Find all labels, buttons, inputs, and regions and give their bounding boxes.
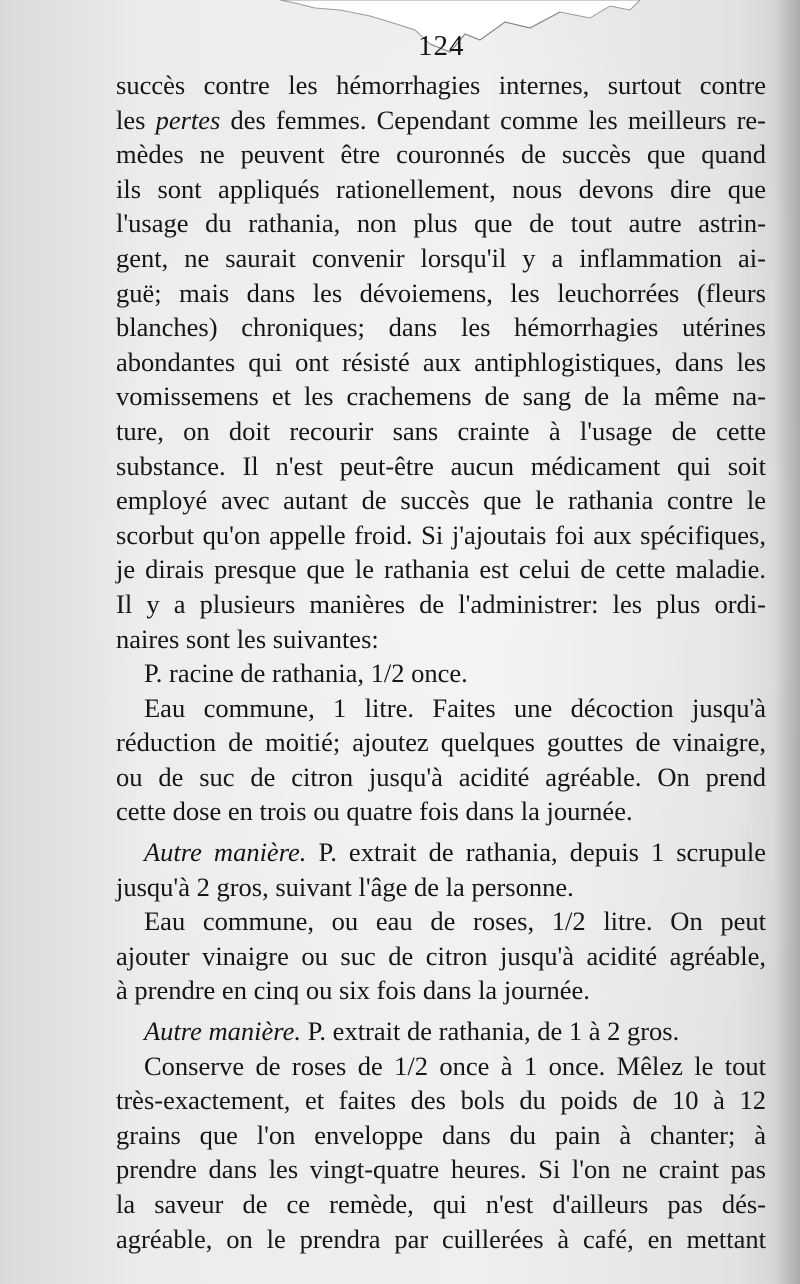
text-line: Conserve de roses de 1/2 once à 1 once. Mêlez le tout (144, 1050, 766, 1081)
text-line: employé avec autant de succès que le rathania contre le (116, 485, 766, 516)
text-line: je dirais presque que le rathania est celui de cette maladie. (116, 554, 766, 585)
italic-text: Autre manière. (144, 1016, 301, 1047)
text-line: blanches) chroniques; dans les hémorrhagies utérines (116, 312, 766, 343)
text-line (116, 835, 766, 870)
text-line: ajouter vinaigre ou suc de citron jusqu'à acidité agréable, (116, 940, 766, 971)
text-line: succès contre les hémorrhagies internes, surtout contre (116, 70, 766, 100)
text-line: Il y a plusieurs manières de l'administrer: les plus ordi- (116, 588, 766, 619)
text-line: réduction de moitié; ajoutez quelques gouttes de vinaigre, (116, 727, 766, 758)
italic-text: Autre manière. (144, 837, 307, 868)
text-line: la saveur de ce remède, qui n'est d'ailleurs pas dés- (116, 1189, 766, 1219)
text-line: naires sont les suivantes: (116, 623, 379, 654)
text-line: scorbut qu'on appelle froid. Si j'ajoutais foi aux spécifiques, (116, 519, 766, 550)
text-line: jusqu'à 2 gros, suivant l'âge de la personne. (116, 871, 574, 902)
text-line: grains que l'on enveloppe dans du pain à chanter; à (116, 1119, 766, 1150)
text-segment: P. extrait de rathania, de 1 à 2 gros. (301, 1016, 680, 1047)
text-line: P. racine de rathania, 1/2 once. (144, 658, 468, 689)
text-segment: les (116, 104, 156, 135)
text-line (116, 103, 766, 138)
text-line: cette dose en trois ou quatre fois dans la journée. (116, 796, 633, 827)
text-line: gent, ne saurait convenir lorsqu'il y a inflammation ai- (116, 242, 766, 273)
text-line: l'usage du rathania, non plus que de tout autre astrin- (116, 208, 766, 239)
text-line: guë; mais dans les dévoiemens, les leuchorrées (fleurs (116, 277, 766, 308)
text-line: prendre dans les vingt-quatre heures. Si l'on ne craint pas (116, 1154, 766, 1185)
text-line: abondantes qui ont résisté aux antiphlogistiques, dans les (116, 346, 766, 377)
text-line: Eau commune, ou eau de roses, 1/2 litre. On peut (144, 906, 766, 937)
italic-text: pertes (155, 104, 221, 135)
text-line: mèdes ne peuvent être couronnés de succès que quand (116, 139, 766, 170)
text-line: ou de suc de citron jusqu'à acidité agréable. On prend (116, 761, 766, 792)
text-line: Eau commune, 1 litre. Faites une décoction jusqu'à (144, 692, 766, 723)
text-line: ils sont appliqués rationellement, nous devons dire que (116, 173, 766, 204)
text-line: ture, on doit recourir sans crainte à l'usage de cette (116, 415, 766, 446)
text-line: vomissemens et les crachemens de sang de la même na- (116, 381, 766, 412)
text-segment: des femmes. Cependant comme les meilleurs re- (220, 104, 767, 135)
text-segment: P. extrait de rathania, depuis 1 scrupule (306, 837, 767, 868)
text-line: très-exactement, et faites des bols du poids de 10 à 12 (116, 1085, 766, 1116)
text-line: à prendre en cinq ou six fois dans la journée. (116, 975, 590, 1006)
body-text (116, 68, 766, 1256)
page-edge-shadow (774, 0, 800, 1284)
text-line: agréable, on le prendra par cuillerées à café, en mettant (116, 1223, 766, 1254)
text-line: substance. Il n'est peut-être aucun médicament qui soit (116, 450, 766, 481)
text-line (116, 1014, 766, 1049)
page-number: 124 (418, 30, 465, 62)
